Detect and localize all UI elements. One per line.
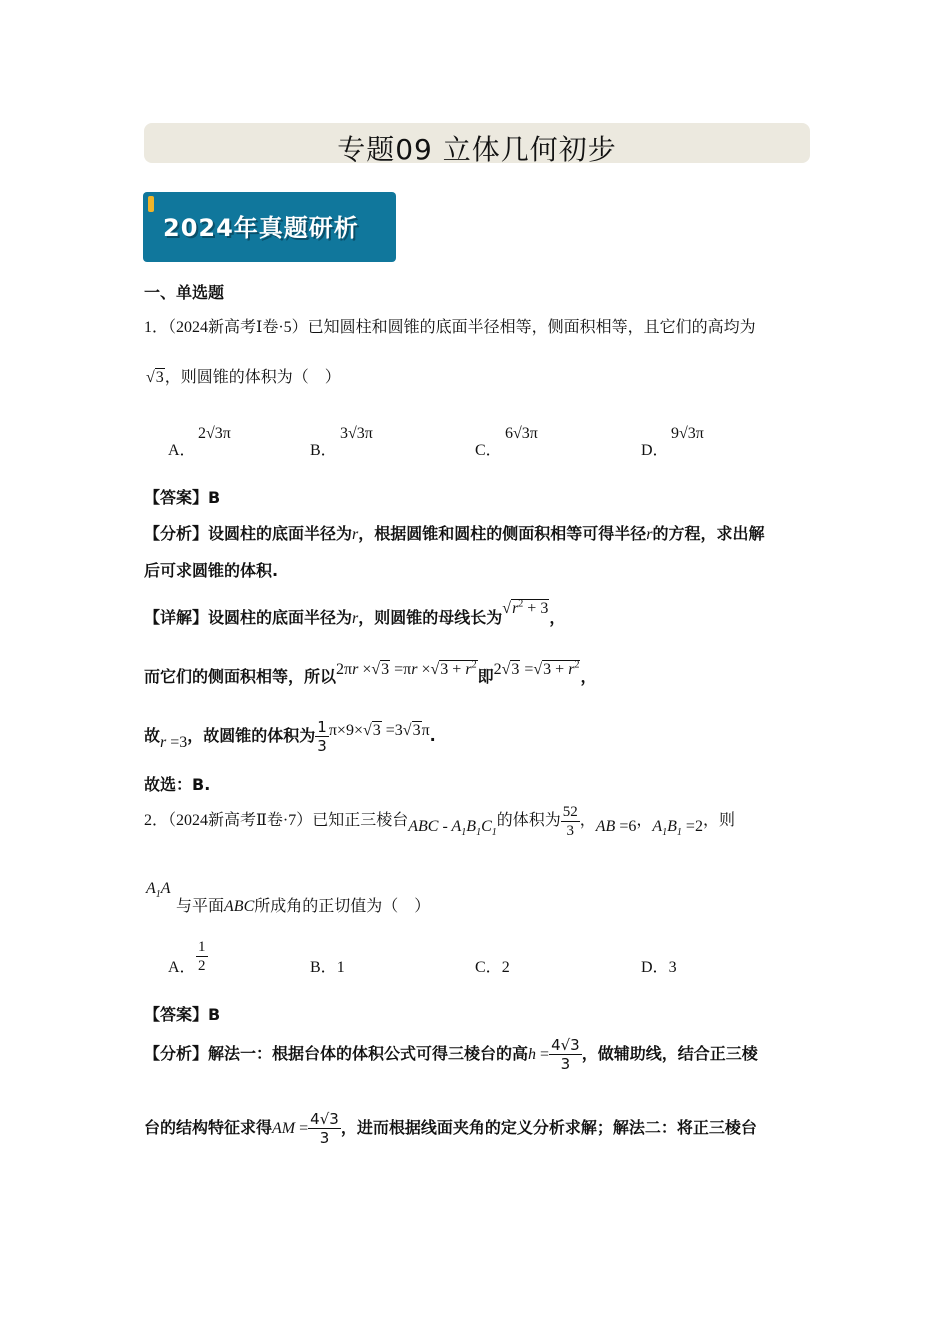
q1-option-c-value: 6√3π xyxy=(505,425,538,442)
banner-text: 2024年真题研析 xyxy=(163,214,359,242)
q1-analysis-cont: 后可求圆锥的体积. xyxy=(144,561,279,580)
q2-option-b[interactable]: B．1 xyxy=(310,959,345,976)
q1-option-a-value: 2√3π xyxy=(198,425,231,442)
q1-option-d[interactable]: D． xyxy=(641,442,669,459)
q2-option-d[interactable]: D．3 xyxy=(641,959,677,976)
q1-detail: 【详解】设圆柱的底面半径为r，则圆锥的母线长为$√r^2 + 3$， xyxy=(144,598,566,627)
q1-option-b[interactable]: B． xyxy=(310,442,337,459)
q2-analysis: 【分析】解法一：根据台体的体积公式可得三棱台的高h = $\frac{4√3}{3}$ ，做辅助线，结合正三棱 xyxy=(144,1036,758,1073)
banner-tab-icon xyxy=(148,196,154,212)
q1-stem xyxy=(144,314,756,337)
q1-choose: 故选：B. xyxy=(144,775,211,794)
q1-stem-cont xyxy=(146,364,341,387)
q2-stem: 2．（2024新高考Ⅱ卷·7）已知正三棱台ABC - $A_1B_1C_1$的体积为 $\frac{52}{3}$ ，AB =6，$A_1B_1 =2$，则 xyxy=(144,804,735,839)
section-banner xyxy=(143,192,396,262)
q2-option-c[interactable]: C．2 xyxy=(475,959,510,976)
q2-option-a-value: $\frac{1}{2}$ xyxy=(198,939,206,974)
q2-option-a[interactable]: A． xyxy=(168,959,196,976)
q1-option-c[interactable]: C． xyxy=(475,442,502,459)
q1-option-a[interactable]: A． xyxy=(168,442,196,459)
q1-sqrt3: √3 xyxy=(146,369,164,386)
q2-analysis-cont: 台的结构特征求得AM = $\frac{4√3}{3}$ ，进而根据线面夹角的定义分析求解；解法二：将正三棱台 xyxy=(144,1110,757,1147)
q2-answer: 【答案】B xyxy=(144,1005,221,1024)
q1-cont: ，则圆锥的体积为（ ） xyxy=(164,369,341,386)
q1-source: （2024新高考Ⅰ卷·5） xyxy=(168,319,308,336)
section-heading: 一、单选题 xyxy=(144,283,225,302)
q1-text: 已知圆柱和圆锥的底面半径相等，侧面积相等，且它们的高均为 xyxy=(307,319,756,336)
q1-number: 1． xyxy=(144,319,169,336)
q2-a1a: $A_1A$ xyxy=(146,880,171,901)
q1-line2: 而它们的侧面积相等，所以$2\pi r \times√3 =\pi r \times√3 + r^2$即$2√3 =√3 + r^2$， xyxy=(144,659,597,686)
q1-option-d-value: 9√3π xyxy=(671,425,704,442)
page-title: 专题09 立体几何初步 xyxy=(144,123,810,163)
q1-option-b-value: 3√3π xyxy=(340,425,373,442)
q1-answer: 【答案】B xyxy=(144,488,221,507)
q1-line3: 故r =3，故圆锥的体积为 $\frac{1}{3}$ π×9×√3 =3√3π. xyxy=(144,718,436,755)
q1-analysis: 【分析】设圆柱的底面半径为r，根据圆锥和圆柱的侧面积相等可得半径r的方程，求出解 xyxy=(144,524,765,543)
q2-stem-cont: 与平面ABC所成角的正切值为（ ） xyxy=(176,898,431,915)
